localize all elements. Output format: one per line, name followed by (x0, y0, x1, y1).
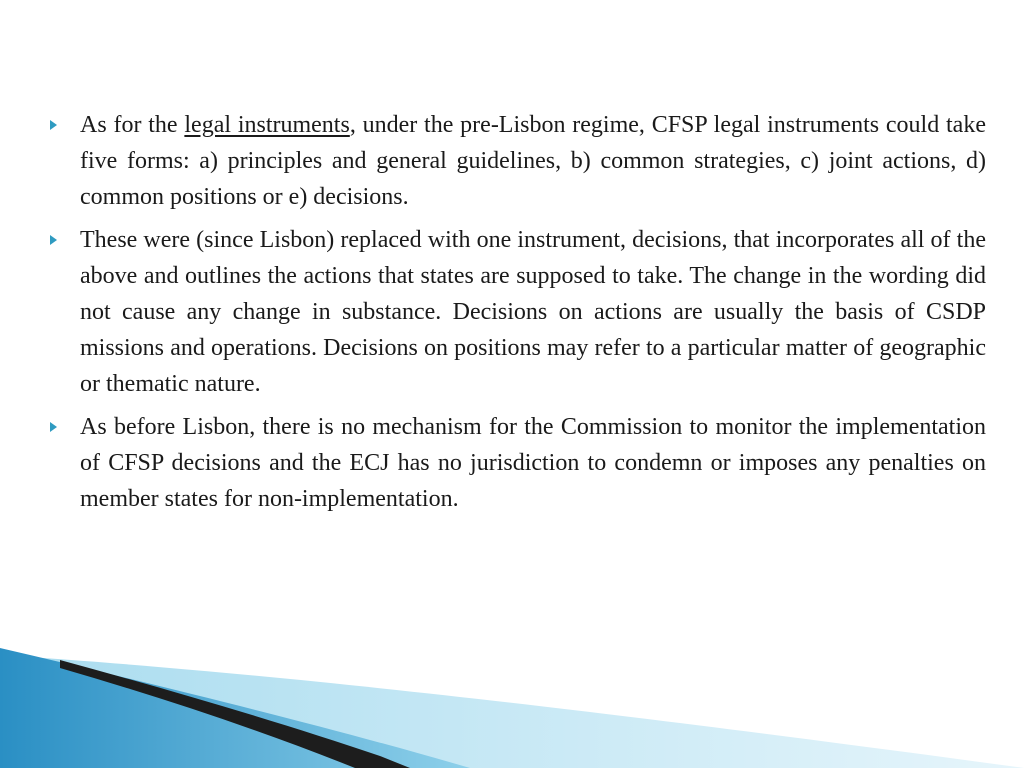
bullet-text: These were (since Lisbon) replaced with one instrument, decisions, that incorporates all of the above and outlines the actions that states are supposed to take. The change in the wording did not cause any change in substance. Decisions on actions are usually the basis of CSDP missions and operations. Decisions on positions may refer to a particular matter of geographic or thematic nature. (80, 227, 986, 397)
bullet-item-legal-instruments (48, 107, 986, 215)
bullet-item-decisions (48, 222, 986, 402)
bullet-list (48, 107, 986, 524)
wave-light-band (0, 655, 1024, 768)
wave-dark-stripe (60, 660, 410, 768)
bullet-text: As for the legal instruments, under the pre-Lisbon regime, CFSP legal instruments could take five forms: a) principles and general guidelines, b) common strategies, c) joint actions, d) common positions or e) decisions. (80, 112, 986, 210)
bullet-text: As before Lisbon, there is no mechanism for the Commission to monitor the implementation of CFSP decisions and the ECJ has no jurisdiction to condemn or imposes any penalties on member states for non-implementation. (80, 414, 986, 512)
wave-blue-band (0, 648, 470, 768)
bullet-arrow-icon (50, 422, 57, 432)
bullet-arrow-icon (50, 120, 57, 130)
bullet-arrow-icon (50, 235, 57, 245)
bullet-item-no-mechanism (48, 409, 986, 517)
underlined-term: legal instruments (184, 112, 350, 138)
